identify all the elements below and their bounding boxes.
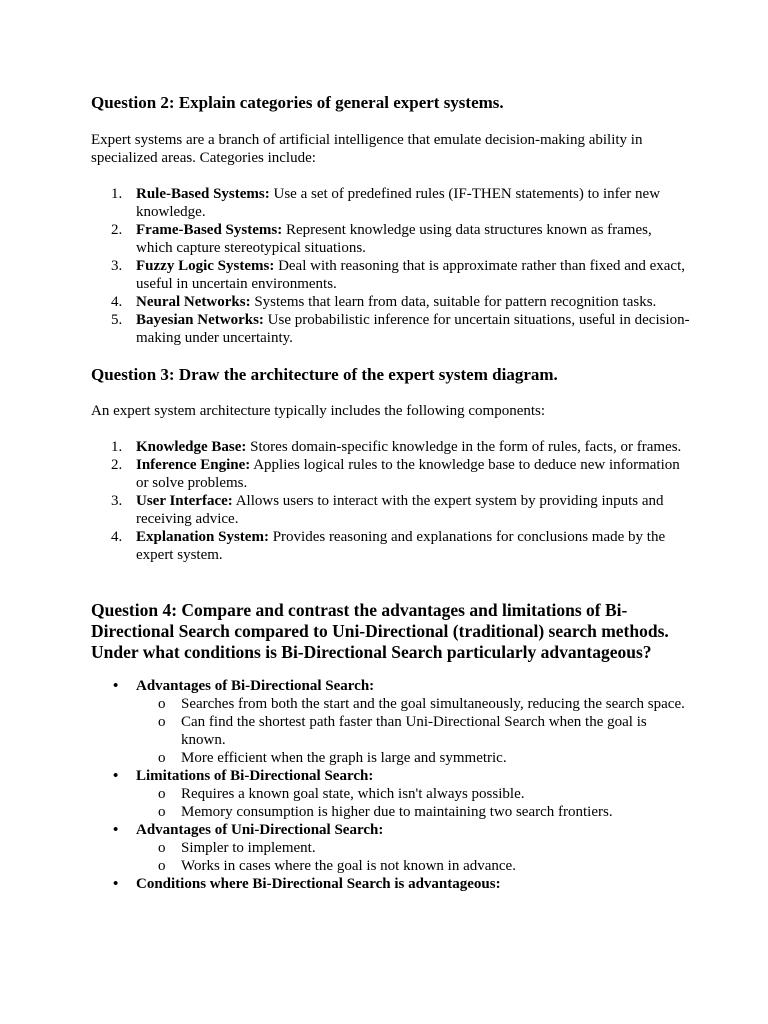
q3-item-desc: Stores domain-specific knowledge in the form of rules, facts, or frames.	[246, 439, 682, 455]
q4-group	[91, 875, 691, 893]
sub-bullet-icon: o	[158, 786, 166, 802]
bullet-icon: •	[113, 768, 119, 784]
sub-bullet-icon: o	[158, 858, 166, 874]
q3-list-item: 2. Inference Engine: Applies logical rules to the knowledge base to deduce new information or solve problems.	[111, 457, 680, 491]
q4-sub-item: o Requires a known goal state, which isn't always possible.	[158, 786, 525, 802]
q3-item-term: Explanation System:	[136, 529, 269, 545]
bullet-icon: •	[113, 678, 119, 694]
q2-item-term: Neural Networks:	[136, 294, 251, 310]
q2-list-item: 2. Frame-Based Systems: Represent knowledge using data structures known as frames, which capture stereotypical situations.	[111, 222, 652, 256]
bullet-icon: •	[113, 822, 119, 838]
sub-bullet-icon: o	[158, 696, 166, 712]
q4-list	[91, 677, 691, 893]
q4-group-heading: Advantages of Uni-Directional Search:	[136, 822, 384, 838]
q3-item-term: User Interface:	[136, 493, 233, 509]
q3-item-term: Knowledge Base:	[136, 439, 247, 455]
q4-sub-item: o More efficient when the graph is large and symmetric.	[158, 750, 507, 766]
sub-bullet-icon: o	[158, 750, 166, 766]
q4-heading: Question 4: Compare and contrast the advantages and limitations of Bi-Directional Search compared to Uni-Directional (traditional) search methods. Under what conditions is Bi-Directional Search particularly advantageous?	[91, 600, 669, 662]
q4-sub-item: o Searches from both the start and the goal simultaneously, reducing the search space.	[158, 696, 685, 712]
sub-bullet-icon: o	[158, 714, 166, 730]
q3-item-term: Inference Engine:	[136, 457, 251, 473]
q2-list-item: 3. Fuzzy Logic Systems: Deal with reasoning that is approximate rather than fixed and exact, useful in uncertain environments.	[111, 258, 685, 292]
q2-list-item: 5. Bayesian Networks: Use probabilistic inference for uncertain situations, useful in decision-making under uncertainty.	[111, 312, 690, 346]
q2-item-term: Rule-Based Systems:	[136, 186, 270, 202]
q2-item-desc: Use probabilistic inference for uncertain situations, useful in decision-making under uncertainty.	[136, 312, 690, 346]
q2-list-item: 1. Rule-Based Systems: Use a set of predefined rules (IF-THEN statements) to infer new knowledge.	[111, 186, 661, 220]
q3-item-desc: Applies logical rules to the knowledge base to deduce new information or solve problems.	[136, 457, 680, 491]
q2-intro: Expert systems are a branch of artificial intelligence that emulate decision-making ability in specialized areas. Categories include:	[91, 132, 643, 166]
q2-item-term: Bayesian Networks:	[136, 312, 264, 328]
q4-group-heading: Limitations of Bi-Directional Search:	[136, 768, 374, 784]
q4-group-heading: Conditions where Bi-Directional Search is advantageous:	[136, 876, 501, 892]
q4-sub-item: o Can find the shortest path faster than Uni-Directional Search when the goal is known.	[158, 714, 647, 748]
q2-item-desc: Systems that learn from data, suitable for pattern recognition tasks.	[250, 294, 657, 310]
q2-list-item: 4. Neural Networks: Systems that learn from data, suitable for pattern recognition tasks.	[111, 294, 657, 310]
q3-intro: An expert system architecture typically includes the following components:	[91, 403, 546, 419]
q2-item-desc: Deal with reasoning that is approximate rather than fixed and exact, useful in uncertain environments.	[136, 258, 685, 292]
q4-sublist	[91, 695, 691, 767]
q3-list-item: 1. Knowledge Base: Stores domain-specific knowledge in the form of rules, facts, or frames.	[111, 439, 682, 455]
q3-list	[91, 438, 691, 564]
q4-sublist	[91, 785, 691, 821]
q2-item-desc: Use a set of predefined rules (IF-THEN statements) to infer new knowledge.	[136, 186, 661, 220]
sub-bullet-icon: o	[158, 840, 166, 856]
bullet-icon: •	[113, 876, 119, 892]
q3-item-desc: Allows users to interact with the expert system by providing inputs and receiving advice.	[136, 493, 664, 527]
sub-bullet-icon: o	[158, 804, 166, 820]
q4-group	[91, 821, 691, 875]
q4-sub-item: o Memory consumption is higher due to maintaining two search frontiers.	[158, 804, 613, 820]
q3-heading: Question 3: Draw the architecture of the expert system diagram.	[91, 365, 558, 384]
q2-item-desc: Represent knowledge using data structures known as frames, which capture stereotypical situations.	[136, 222, 652, 256]
q2-item-term: Fuzzy Logic Systems:	[136, 258, 275, 274]
q3-item-desc: Provides reasoning and explanations for conclusions made by the expert system.	[136, 529, 666, 563]
q3-list-item: 3. User Interface: Allows users to interact with the expert system by providing inputs and receiving advice.	[111, 493, 664, 527]
q2-list	[91, 185, 691, 347]
q2-item-term: Frame-Based Systems:	[136, 222, 283, 238]
q4-group-heading: Advantages of Bi-Directional Search:	[136, 678, 375, 694]
q4-sub-item: o Simpler to implement.	[158, 840, 316, 856]
q4-sub-item: o Works in cases where the goal is not known in advance.	[158, 858, 516, 874]
q2-heading: Question 2: Explain categories of general expert systems.	[91, 93, 504, 112]
q3-list-item: 4. Explanation System: Provides reasoning and explanations for conclusions made by the expert system.	[111, 529, 666, 563]
q4-sublist	[91, 839, 691, 875]
q4-group	[91, 677, 691, 767]
q4-group	[91, 767, 691, 821]
